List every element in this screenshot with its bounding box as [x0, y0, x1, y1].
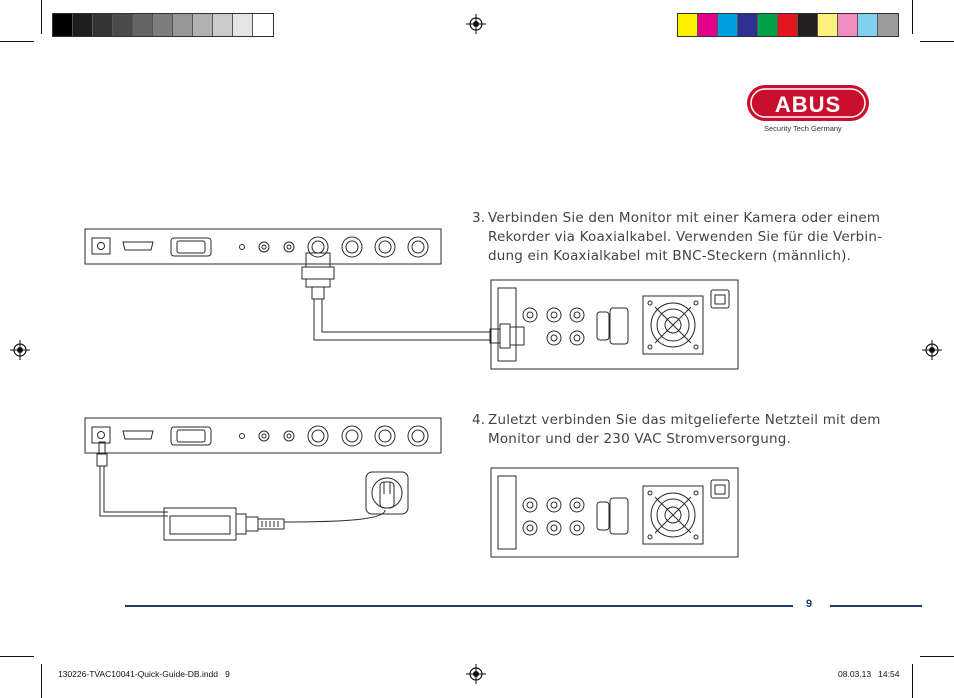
process-color-bar — [677, 13, 899, 37]
footer-rule-left — [125, 605, 793, 607]
crop-mark-top-left-v — [41, 0, 42, 34]
crop-mark-bottom-right-h — [920, 656, 954, 657]
page-number: 9 — [806, 598, 813, 610]
logo-tagline: Security Tech Germany — [764, 124, 842, 133]
step-4-number: 4. — [472, 412, 486, 428]
process-color-swatch — [778, 14, 798, 36]
process-color-swatch — [698, 14, 718, 36]
gray-swatch — [73, 14, 93, 36]
step-4-line-1: Zuletzt verbinden Sie das mitgelieferte Netzteil mit dem — [488, 412, 881, 428]
gray-swatch — [253, 14, 273, 36]
process-color-swatch — [838, 14, 858, 36]
logo-wordmark: ABUS — [774, 92, 842, 117]
gray-swatch — [233, 14, 253, 36]
process-color-swatch — [858, 14, 878, 36]
gray-swatch — [93, 14, 113, 36]
process-color-swatch — [678, 14, 698, 36]
gray-swatch — [133, 14, 153, 36]
step-4-line-2: Monitor und der 230 VAC Stromversorgung. — [488, 431, 791, 447]
step-3-number: 3. — [472, 210, 486, 226]
crop-mark-bottom-left-v — [41, 664, 42, 698]
gray-swatch — [113, 14, 133, 36]
process-color-swatch — [818, 14, 838, 36]
crop-mark-top-left-h — [0, 41, 34, 42]
step-3 — [472, 209, 892, 269]
step-3-line-2: Rekorder via Koaxialkabel. Verwenden Sie für die Verbin- — [488, 229, 883, 245]
process-color-swatch — [758, 14, 778, 36]
gray-swatch — [193, 14, 213, 36]
gray-swatch — [173, 14, 193, 36]
abus-logo — [746, 84, 870, 136]
step-4 — [472, 411, 892, 451]
slug-date: 08.03.13 14:54 — [838, 669, 900, 679]
slug-filename: 130226-TVAC10041-Quick-Guide-DB.indd 9 — [58, 669, 230, 679]
process-color-swatch — [878, 14, 898, 36]
gray-color-bar — [52, 13, 274, 37]
process-color-swatch — [798, 14, 818, 36]
crop-mark-top-right-v — [912, 0, 913, 34]
gray-swatch — [53, 14, 73, 36]
crop-mark-bottom-right-v — [912, 664, 913, 698]
footer-rule-right — [830, 605, 922, 607]
registration-mark-right-icon — [922, 340, 942, 360]
gray-swatch — [153, 14, 173, 36]
process-color-swatch — [738, 14, 758, 36]
registration-mark-top-icon — [466, 14, 486, 34]
crop-mark-bottom-left-h — [0, 656, 34, 657]
process-color-swatch — [718, 14, 738, 36]
step-3-line-1: Verbinden Sie den Monitor mit einer Kamera oder einem — [488, 210, 881, 226]
crop-mark-top-right-h — [920, 41, 954, 42]
registration-mark-bottom-icon — [466, 664, 486, 684]
step-3-line-3: dung ein Koaxialkabel mit BNC-Steckern (männlich). — [488, 248, 852, 264]
gray-swatch — [213, 14, 233, 36]
